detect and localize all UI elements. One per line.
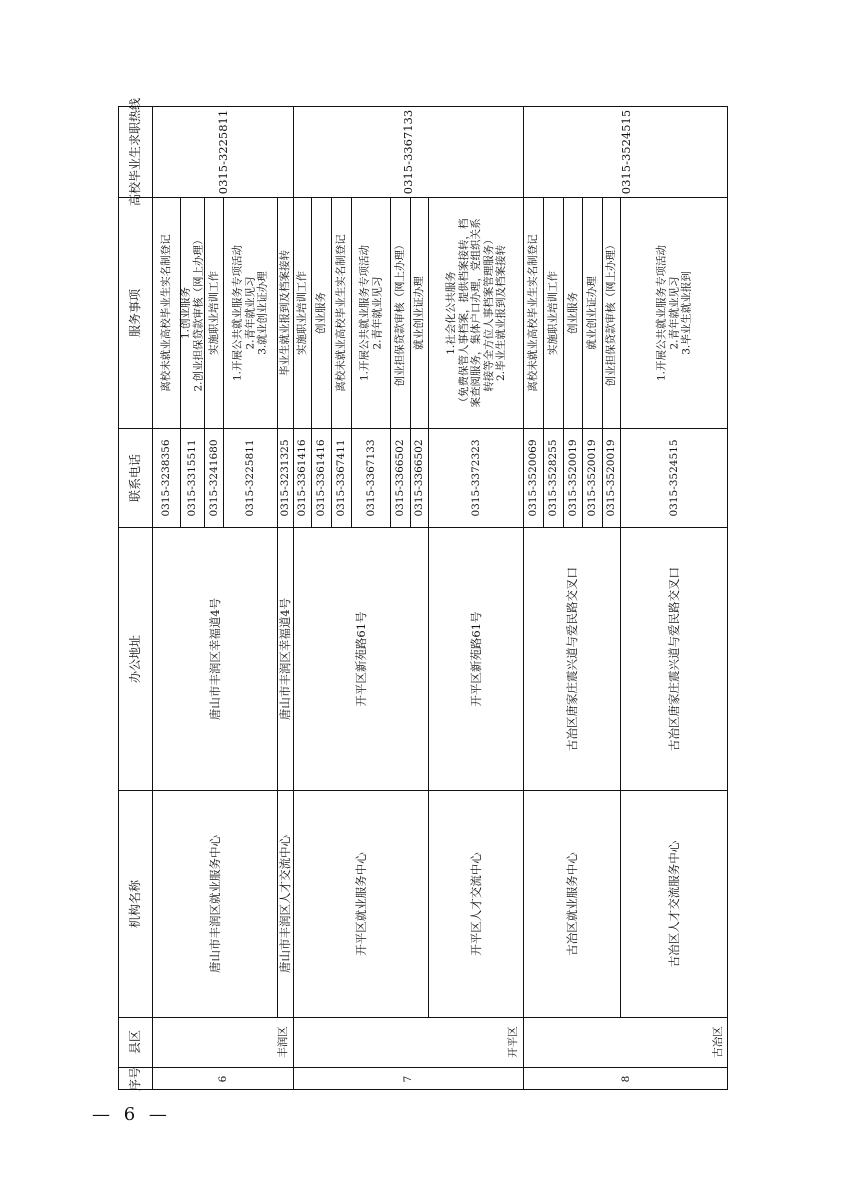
header-service: 服务事项 xyxy=(128,288,142,337)
header-seq: 序号 xyxy=(128,1066,142,1091)
service-line: 1.创业服务 xyxy=(179,286,192,339)
service-item xyxy=(296,271,309,355)
service-item xyxy=(231,244,269,380)
district-name: 古冶区 xyxy=(712,1026,724,1058)
hotline-number: 0315-3225811 xyxy=(215,109,230,194)
service-item xyxy=(605,239,618,386)
service-line: 毕业生就业报到及档案接转 xyxy=(278,249,291,376)
phone-number: 0315-3361416 xyxy=(315,438,327,517)
phone-number: 0315-3366502 xyxy=(394,438,406,517)
phone-number: 0315-3361416 xyxy=(296,438,308,517)
service-item xyxy=(566,292,579,334)
service-line: 案查阅服务，集体户口办理，党组织关系 xyxy=(469,218,482,407)
org-name: 开平区就业服务中心 xyxy=(353,851,368,956)
group-divider xyxy=(523,106,524,1090)
phone-number: 0315-3528255 xyxy=(547,438,559,517)
service-item xyxy=(180,234,205,391)
service-item xyxy=(358,244,383,380)
org-name: 古冶区就业服务中心 xyxy=(564,851,579,956)
page-number: — 6 — xyxy=(92,1104,171,1125)
phone-number: 0315-3520019 xyxy=(586,438,598,517)
service-line: 3.就业创业证办理 xyxy=(256,270,269,355)
service-item xyxy=(279,250,292,376)
service-item xyxy=(335,234,348,392)
service-line: 1.开展公共就业服务专项活动 xyxy=(358,244,370,381)
org-divider xyxy=(428,197,429,428)
phone-number: 0315-3520019 xyxy=(605,438,617,517)
phone-number: 0315-3520069 xyxy=(527,438,539,517)
service-line: 1.社会化公共服务 xyxy=(444,270,457,355)
org-name: 唐山市丰润区就业服务中心 xyxy=(207,834,222,973)
phone-number: 0315-3238356 xyxy=(160,438,172,517)
service-line: 2.创业担保贷款审核（网上办理） xyxy=(192,233,204,392)
band-divider xyxy=(118,1067,728,1068)
org-divider xyxy=(428,428,429,1017)
service-line: 离校未就业高校毕业生实名制登记 xyxy=(526,233,539,392)
service-line: 创业担保贷款审核（网上办理） xyxy=(393,239,406,386)
district-name: 丰润区 xyxy=(277,1026,289,1058)
service-item xyxy=(413,276,426,350)
header-hotline: 高校毕业生求职热线 xyxy=(128,97,142,206)
phone-number: 0315-3231325 xyxy=(279,438,291,517)
seq-number: 7 xyxy=(402,1075,414,1082)
service-line: 1.开展公共就业服务专项活动 xyxy=(231,244,244,381)
service-line: 实施职业培训工作 xyxy=(207,270,220,355)
service-item xyxy=(444,218,507,407)
header-address: 办公地址 xyxy=(128,634,142,683)
org-name: 古冶区人才交流服务中心 xyxy=(667,840,681,967)
service-line: 就业创业证办理 xyxy=(585,275,598,350)
header-district: 县区 xyxy=(128,1029,142,1055)
phone-number: 0315-3520019 xyxy=(566,438,579,517)
service-line: 1.开展公共就业服务专项活动 xyxy=(655,244,668,381)
service-line: 实施职业培训工作 xyxy=(295,270,308,355)
service-line: 3.毕业生就业报到 xyxy=(680,270,693,355)
row-divider xyxy=(223,197,224,527)
office-address: 古冶区唐家庄震兴道与爱民路交叉口 xyxy=(667,566,681,751)
service-line: 创业担保贷款审核（网上办理） xyxy=(604,239,617,386)
band-divider xyxy=(118,790,728,791)
phone-number: 0315-3367133 xyxy=(364,438,377,517)
row-divider xyxy=(331,197,332,527)
row-divider xyxy=(602,197,603,527)
header-divider xyxy=(152,106,153,1090)
org-divider xyxy=(620,428,621,1017)
service-line: 离校未就业高校毕业生实名制登记 xyxy=(159,233,172,392)
service-line: 2.毕业生就业报到及档案接转 xyxy=(494,244,507,381)
service-item xyxy=(207,271,220,355)
seq-number: 8 xyxy=(619,1075,632,1082)
row-divider xyxy=(390,197,391,527)
service-line: 创业服务 xyxy=(314,291,327,334)
band-divider xyxy=(118,527,728,528)
service-item xyxy=(655,244,693,380)
office-address: 开平区新苑路61号 xyxy=(468,610,483,707)
row-divider xyxy=(351,197,352,527)
phone-number: 0315-3315511 xyxy=(186,438,198,517)
row-divider xyxy=(311,197,312,527)
org-divider xyxy=(620,197,621,428)
row-divider xyxy=(563,197,564,527)
service-line: 2.青年就业见习 xyxy=(243,275,256,350)
hotline-number: 0315-3524515 xyxy=(618,109,633,194)
service-item xyxy=(547,271,560,355)
service-line: 离校未就业高校毕业生实名制登记 xyxy=(334,233,347,392)
band-divider xyxy=(118,197,728,198)
seq-number: 6 xyxy=(216,1075,229,1082)
service-line: 转接等全方位人事档案管理服务） xyxy=(481,233,494,392)
service-item xyxy=(394,239,407,386)
office-address: 古冶区唐家庄震兴道与爱民路交叉口 xyxy=(564,566,579,751)
service-item xyxy=(586,276,599,350)
office-address: 唐山市丰润区幸福道4号 xyxy=(207,597,222,720)
band-divider xyxy=(118,1017,728,1018)
row-divider xyxy=(582,197,583,527)
hotline-number: 0315-3367133 xyxy=(401,109,415,194)
service-line: 创业服务 xyxy=(566,291,579,334)
office-address: 唐山市丰润区幸福道4号 xyxy=(278,597,292,720)
office-address: 开平区新苑路61号 xyxy=(353,610,368,707)
row-divider xyxy=(410,197,411,527)
band-divider xyxy=(118,428,728,429)
phone-number: 0315-3524515 xyxy=(668,438,680,517)
org-name: 开平区人才交流中心 xyxy=(468,851,483,956)
service-item xyxy=(160,234,173,392)
header-org-name: 机构名称 xyxy=(128,879,142,928)
phone-number: 0315-3372323 xyxy=(469,438,482,517)
phone-number: 0315-3366502 xyxy=(413,438,425,517)
group-divider xyxy=(293,106,294,1090)
service-line: 2.青年就业见习 xyxy=(667,275,680,350)
header-phone: 联系电话 xyxy=(128,453,142,502)
org-name: 唐山市丰润区人才交流中心 xyxy=(278,834,292,973)
service-item xyxy=(527,234,540,392)
phone-number: 0315-3241680 xyxy=(207,438,220,517)
phone-number: 0315-3367411 xyxy=(335,438,347,517)
service-line: 2.青年就业见习 xyxy=(370,275,383,350)
service-item xyxy=(315,292,328,334)
service-line: 就业创业证办理 xyxy=(412,275,425,350)
phone-number: 0315-3225811 xyxy=(244,438,256,517)
district-name: 开平区 xyxy=(507,1026,519,1058)
row-divider xyxy=(543,197,544,527)
service-line: 实施职业培训工作 xyxy=(546,270,559,355)
service-line: （免费保管人事档案，提供档案接转，档 xyxy=(456,218,469,407)
